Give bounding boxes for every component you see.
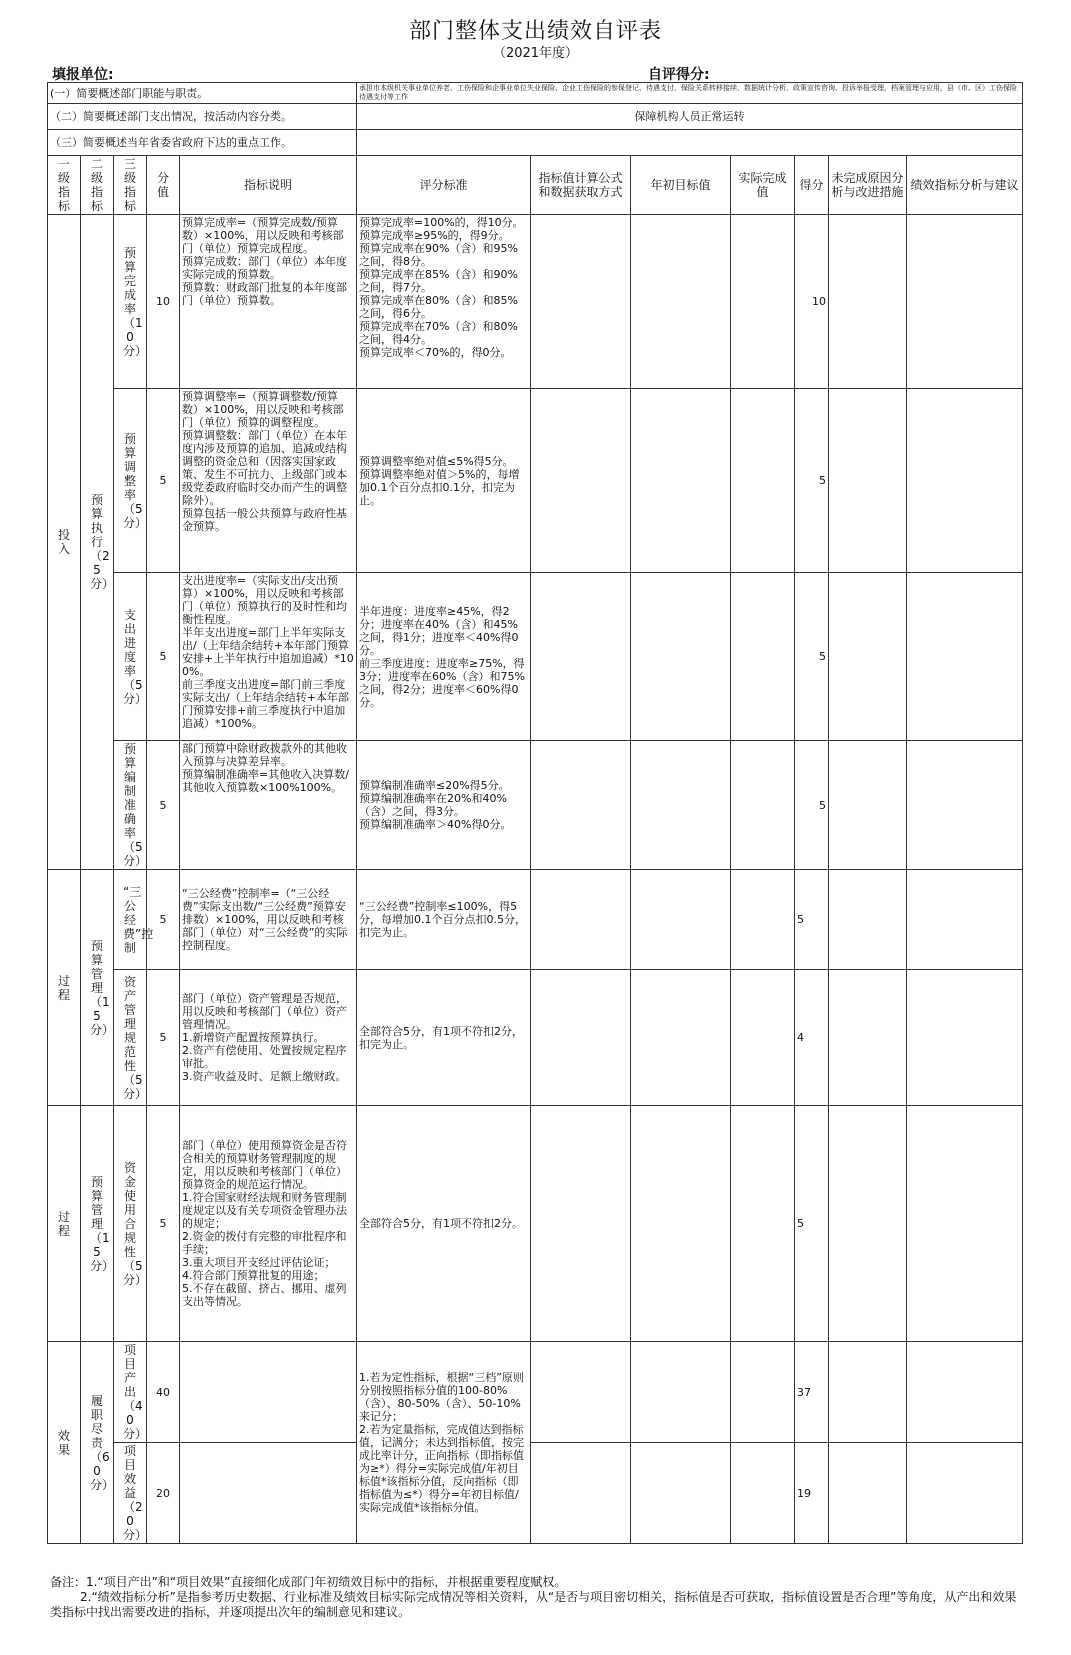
weight-cell: 10: [147, 215, 180, 389]
reason-cell: [829, 870, 907, 970]
score-cell: 10: [795, 215, 829, 389]
l3-cell: 资金使用合规性（5分）: [114, 1106, 147, 1342]
target-cell: [631, 573, 731, 741]
formula-cell: [531, 215, 631, 389]
self-score-label: 自评得分:: [648, 67, 710, 83]
summary-duties-label: (一）简要概述部门职能与职责。: [48, 83, 357, 104]
l3-cell: 项目效益（20分）: [114, 1443, 147, 1544]
score-cell: 5: [795, 1106, 829, 1342]
analysis-cell: [907, 970, 1023, 1106]
target-cell: [631, 215, 731, 389]
actual-cell: [731, 1342, 795, 1443]
footnote-1: 备注：1.“项目产出”和“项目效果”直接细化成部门年初绩效目标中的指标，并根据重要程度赋权。: [50, 1575, 567, 1589]
analysis-cell: [907, 573, 1023, 741]
reason-cell: [829, 573, 907, 741]
reason-cell: [829, 741, 907, 870]
table-row: [48, 215, 1023, 389]
group-input: 投入: [48, 215, 81, 870]
col-weight: 分值: [147, 156, 180, 215]
weight-cell: 5: [147, 1106, 180, 1342]
target-cell: [631, 389, 731, 573]
col-desc: 指标说明: [180, 156, 357, 215]
evaluation-table: [47, 82, 1023, 1544]
reason-cell: [829, 1342, 907, 1443]
analysis-cell: [907, 1106, 1023, 1342]
actual-cell: [731, 1443, 795, 1544]
criteria-cell: 预算调整率绝对值≤5%得5分。 预算调整率绝对值＞5%的，每增加0.1个百分点扣0.1分，扣完为止。: [357, 389, 531, 573]
actual-cell: [731, 970, 795, 1106]
table-row: [48, 970, 1023, 1106]
actual-cell: [731, 870, 795, 970]
analysis-cell: [907, 1342, 1023, 1443]
formula-cell: [531, 1106, 631, 1342]
weight-cell: 5: [147, 573, 180, 741]
fill-unit-label: 填报单位:: [52, 67, 114, 83]
table-row: [48, 741, 1023, 870]
weight-cell: 5: [147, 970, 180, 1106]
actual-cell: [731, 741, 795, 870]
table-row: [48, 1443, 1023, 1544]
col-level2: 二级指标: [81, 156, 114, 215]
formula-cell: [531, 870, 631, 970]
l3-cell: 资产管理规范性（5分）: [114, 970, 147, 1106]
desc-cell: “三公经费”控制率=（“三公经费”实际支出数/“三公经费”预算安排数）×100%，用以反映和考核部门（单位）对“三公经费”的实际控制程度。: [180, 870, 357, 970]
col-target: 年初目标值: [631, 156, 731, 215]
desc-cell: 预算调整率=（预算调整数/预算数）×100%，用以反映和考核部门（单位）预算的调整程度。 预算调整数：部门（单位）在本年度内涉及预算的追加、追减或结构调整的资金总和（因落实国家政策、发生不可抗力、上级部门或本级党委政府临时交办而产生的调整除外）。 预算包括一般公共预算与政府性基金预算。: [180, 389, 357, 573]
group-effect: 效果: [48, 1342, 81, 1544]
table-row: [48, 573, 1023, 741]
score-cell: 37: [795, 1342, 829, 1443]
analysis-cell: [907, 215, 1023, 389]
col-formula: 指标值计算公式和数据获取方式: [531, 156, 631, 215]
l3-cell: 预算调整率（5分）: [114, 389, 147, 573]
group-process1: 过程: [48, 870, 81, 1106]
reason-cell: [829, 1106, 907, 1342]
reason-cell: [829, 215, 907, 389]
weight-cell: 5: [147, 389, 180, 573]
summary-row-spending: [48, 104, 1023, 130]
table-row: [48, 389, 1023, 573]
weight-cell: 5: [147, 741, 180, 870]
l3-cell: 预算完成率（10分）: [114, 215, 147, 389]
reason-cell: [829, 1443, 907, 1544]
score-cell: 5: [795, 389, 829, 573]
formula-cell: [531, 573, 631, 741]
summary-duties-value: 承担市本级机关事业单位养老、工伤保险和企事业单位失业保险、企业工伤保险的参保登记、待遇支付、保险关系转移接续、数据统计分析、政策宣传咨询、投诉举报受理，档案管理与应用，县（市、区）工伤保险待遇支付等工作: [357, 83, 1023, 104]
desc-cell: [180, 1443, 357, 1544]
col-actual: 实际完成值: [731, 156, 795, 215]
reason-cell: [829, 970, 907, 1106]
l3-cell: 项目产出（40分）: [114, 1342, 147, 1443]
desc-cell: 支出进度率=（实际支出/支出预算）×100%，用以反映和考核部门（单位）预算执行的及时性和均衡性程度。 半年支出进度=部门上半年实际支出/（上年结余结转+本年部门预算安排+上半年执行中追加追减）*100%。 前三季度支出进度=部门前三季度实际支出/（上年结余结转+本年部门预算安排+前三季度执行中追加追减）*100%。: [180, 573, 357, 741]
analysis-cell: [907, 1443, 1023, 1544]
formula-cell: [531, 970, 631, 1106]
actual-cell: [731, 573, 795, 741]
desc-cell: 预算完成率=（预算完成数/预算数）×100%，用以反映和考核部门（单位）预算完成程度。 预算完成数：部门（单位）本年度实际完成的预算数。 预算数：财政部门批复的本年度部门（单位）预算数。: [180, 215, 357, 389]
target-cell: [631, 1443, 731, 1544]
col-criteria: 评分标准: [357, 156, 531, 215]
target-cell: [631, 970, 731, 1106]
col-score: 得分: [795, 156, 829, 215]
summary-spending-value: 保障机构人员正常运转: [357, 104, 1023, 130]
analysis-cell: [907, 870, 1023, 970]
l3-cell: 支出进度率（5分）: [114, 573, 147, 741]
score-cell: 5: [795, 741, 829, 870]
actual-cell: [731, 1106, 795, 1342]
weight-cell: 20: [147, 1443, 180, 1544]
group-input-l2: 预算执行（25分）: [81, 215, 114, 870]
formula-cell: [531, 1342, 631, 1443]
l3-cell: “三公经费”控制: [114, 870, 147, 970]
formula-cell: [531, 741, 631, 870]
group-effect-l2: 履职尽责（60分）: [81, 1342, 114, 1544]
reason-cell: [829, 389, 907, 573]
criteria-cell: 全部符合5分，有1项不符扣2分。: [357, 1106, 531, 1342]
formula-cell: [531, 389, 631, 573]
l3-cell: 预算编制准确率（5分）: [114, 741, 147, 870]
footnote-2: 2.“绩效指标分析”是指参考历史数据、行业标准及绩效目标实际完成情况等相关资料，从“是否与项目密切相关，指标值是否可获取，指标值设置是否合理”等角度，从产出和效果类指标中找出需要改进的指标，并逐项提出次年的编制意见和建议。: [50, 1590, 1017, 1619]
desc-cell: 部门（单位）资产管理是否规范，用以反映和考核部门（单位）资产管理情况。 1.新增资产配置按预算执行。 2.资产有偿使用、处置按规定程序审批。 3.资产收益及时、足额上缴财政。: [180, 970, 357, 1106]
col-level1: 一级指标: [48, 156, 81, 215]
desc-cell: 部门（单位）使用预算资金是否符合相关的预算财务管理制度的规定，用以反映和考核部门（单位）预算资金的规范运行情况。 1.符合国家财经法规和财务管理制度规定以及有关专项资金管理办法的规定； 2.资金的拨付有完整的审批程序和手续； 3.重大项目开支经过评估论证； 4.符合部门预算批复的用途； 5.不存在截留、挤占、挪用、虚列支出等情况。: [180, 1106, 357, 1342]
column-header-row: [48, 156, 1023, 215]
analysis-cell: [907, 741, 1023, 870]
page-title: 部门整体支出绩效自评表: [408, 19, 662, 44]
criteria-cell: “三公经费”控制率≤100%，得5分，每增加0.1个百分点扣0.5分，扣完为止。: [357, 870, 531, 970]
footnotes: [50, 1575, 1025, 1620]
summary-row-duties: [48, 83, 1023, 104]
summary-spending-label: （二）简要概述部门支出情况，按活动内容分类。: [48, 104, 357, 130]
actual-cell: [731, 389, 795, 573]
summary-key-work-value: [357, 130, 1023, 156]
actual-cell: [731, 215, 795, 389]
group-process1-l2: 预算管理（15分）: [81, 870, 114, 1106]
group-process2-l2: 预算管理（15分）: [81, 1106, 114, 1342]
report-year: （2021年度）: [492, 46, 579, 61]
desc-cell: [180, 1342, 357, 1443]
table-row: [48, 1106, 1023, 1342]
analysis-cell: [907, 389, 1023, 573]
table-row: [48, 870, 1023, 970]
target-cell: [631, 870, 731, 970]
criteria-cell: 全部符合5分，有1项不符扣2分，扣完为止。: [357, 970, 531, 1106]
table-row: [48, 1342, 1023, 1443]
score-cell: 5: [795, 870, 829, 970]
summary-row-key-work: [48, 130, 1023, 156]
effect-criteria-cell: 1.若为定性指标，根据“三档”原则分别按照指标分值的100-80%（含）、80-50%（含）、50-10%来记分； 2.若为定量指标，完成值达到指标值，记满分；未达到指标值，按完成比率计分，正向指标（即指标值为≥*）得分=实际完成值/年初目标值*该指标分值，反向指标（即指标值为≤*）得分=年初目标值/实际完成值*该指标分值。: [357, 1342, 531, 1544]
score-cell: 5: [795, 573, 829, 741]
weight-cell: 40: [147, 1342, 180, 1443]
formula-cell: [531, 1443, 631, 1544]
score-cell: 19: [795, 1443, 829, 1544]
criteria-cell: 半年进度：进度率≥45%，得2分；进度率在40%（含）和45%之间，得1分；进度率＜40%得0分。 前三季度进度：进度率≥75%，得3分；进度率在60%（含）和75%之间，得2分；进度率＜60%得0分。: [357, 573, 531, 741]
target-cell: [631, 741, 731, 870]
group-process2: 过程: [48, 1106, 81, 1342]
target-cell: [631, 1106, 731, 1342]
desc-cell: 部门预算中除财政拨款外的其他收入预算与决算差异率。 预算编制准确率=其他收入决算数/其他收入预算数×100%100%。: [180, 741, 357, 870]
weight-cell: 5: [147, 870, 180, 970]
target-cell: [631, 1342, 731, 1443]
col-reason: 未完成原因分析与改进措施: [829, 156, 907, 215]
criteria-cell: 预算编制准确率≤20%得5分。 预算编制准确率在20%和40%（含）之间，得3分。 预算编制准确率＞40%得0分。: [357, 741, 531, 870]
criteria-cell: 预算完成率=100%的，得10分。 预算完成率≥95%的，得9分。 预算完成率在90%（含）和95%之间，得8分。 预算完成率在85%（含）和90%之间，得7分。 预算完成率在80%（含）和85%之间，得6分。 预算完成率在70%（含）和80%之间，得4分。 预算完成率＜70%的，得0分。: [357, 215, 531, 389]
col-analysis: 绩效指标分析与建议: [907, 156, 1023, 215]
score-cell: 4: [795, 970, 829, 1106]
col-level3: 三级指标: [114, 156, 147, 215]
summary-key-work-label: （三）简要概述当年省委省政府下达的重点工作。: [48, 130, 357, 156]
